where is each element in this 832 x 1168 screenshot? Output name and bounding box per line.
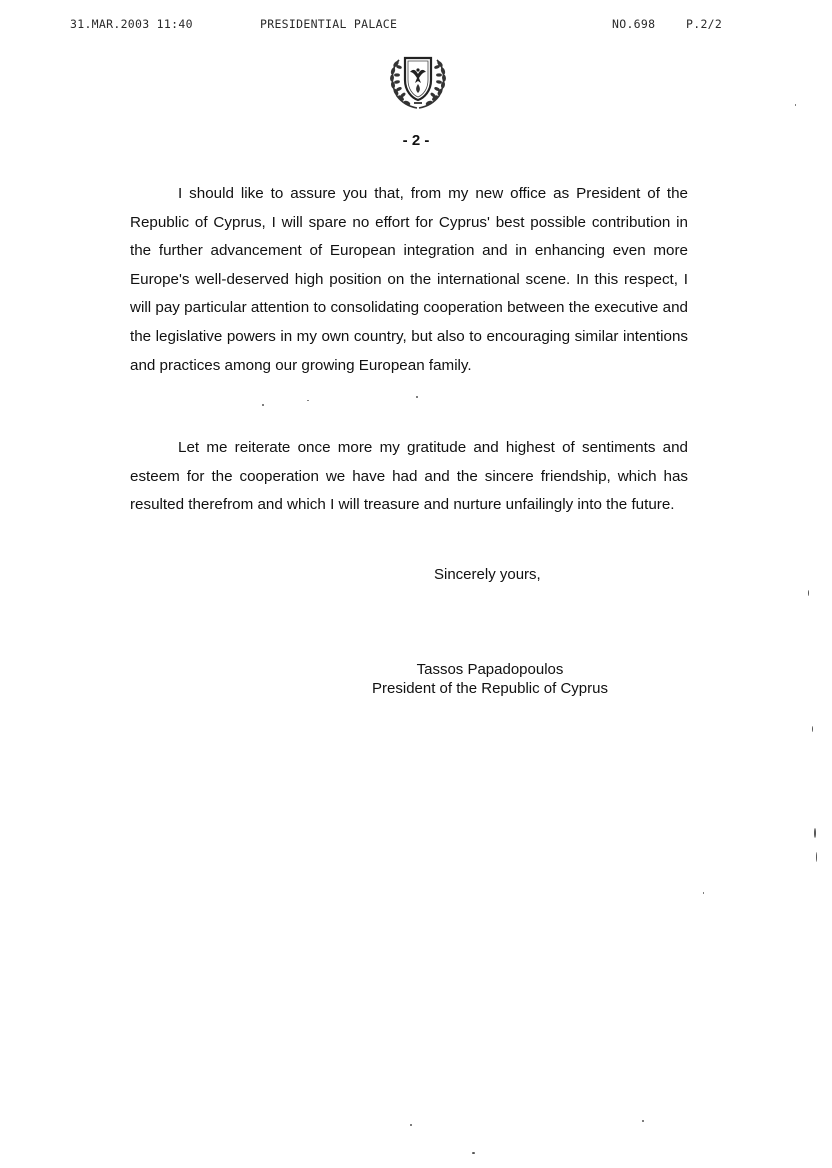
scan-speck xyxy=(816,852,817,862)
scan-speck xyxy=(472,1152,475,1154)
scan-speck xyxy=(795,104,796,106)
page-number: - 2 - xyxy=(402,132,430,149)
scan-speck xyxy=(812,726,813,732)
scan-speck xyxy=(307,400,309,401)
letter-paragraph xyxy=(130,180,688,380)
letter-paragraph xyxy=(130,434,688,520)
paragraph-text: Let me reiterate once more my gratitude and highest of sentiments and esteem for the cooperation we have had and the sincere friendship, which has resulted therefrom and which I will treasure and nurture unfailingly into the future. xyxy=(130,439,688,514)
scan-speck xyxy=(703,892,704,894)
paragraph-text: I should like to assure you that, from my new office as President of the Republic of Cyprus, I will spare no effort for Cyprus' best possible contribution in the further advancement of European integration and in enhancing even more Europe's well-deserved high position on the international scene. In this respect, I will pay particular attention to consolidating cooperation between the executive and the legislative powers in my own country, but also to encouraging similar intentions and practices among our growing European family. xyxy=(130,185,688,374)
fax-transmission-header xyxy=(0,17,832,33)
fax-sender: PRESIDENTIAL PALACE xyxy=(260,17,398,31)
fax-number: NO.698 xyxy=(612,17,656,31)
scan-speck xyxy=(814,828,816,838)
fax-datetime: 31.MAR.2003 11:40 xyxy=(70,17,193,31)
scan-speck xyxy=(410,1124,412,1126)
fax-page-count: P.2/2 xyxy=(686,17,723,31)
signatory-name: Tassos Papadopoulos xyxy=(416,661,564,678)
scan-speck xyxy=(416,396,418,398)
signature-block xyxy=(330,660,650,698)
scan-speck xyxy=(262,404,264,406)
signatory-title: President of the Republic of Cyprus xyxy=(372,680,608,697)
scan-speck xyxy=(642,1120,644,1122)
cyprus-coat-of-arms-icon xyxy=(385,50,451,110)
scan-speck xyxy=(808,590,809,596)
complimentary-closing: Sincerely yours, xyxy=(434,566,541,583)
